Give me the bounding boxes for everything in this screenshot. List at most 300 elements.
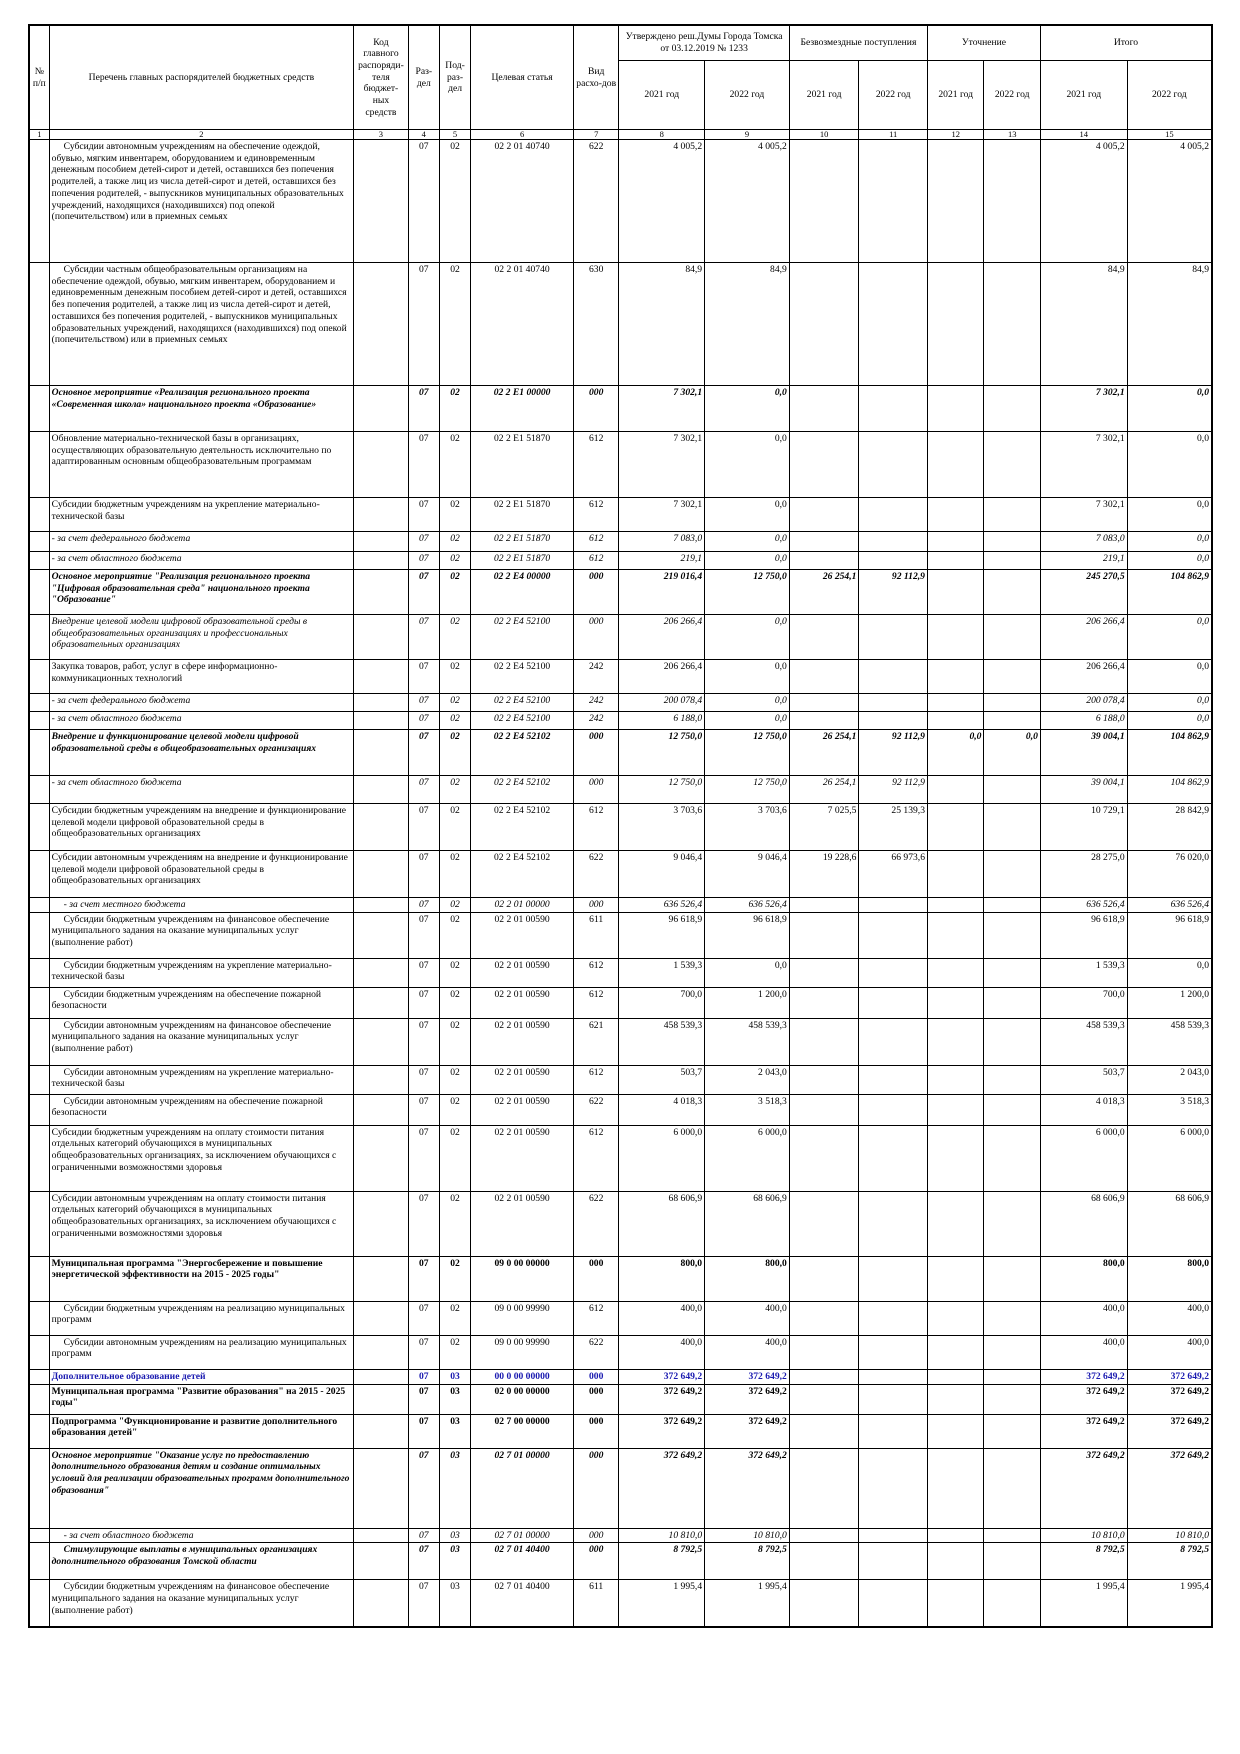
cell-razdel: 07 [408,851,439,898]
cell-approved-2021: 6 000,0 [619,1125,705,1191]
cell-approved-2022: 636 526,4 [705,898,790,913]
cell-free-2022 [859,1528,928,1543]
cell-empty [29,804,49,851]
cell-razdel: 07 [408,140,439,263]
cell-target-article: 02 2 E4 52102 [471,804,574,851]
cell-total-2021: 400,0 [1040,1301,1127,1335]
cell-free-2022 [859,1256,928,1301]
cell-total-2022: 104 862,9 [1127,776,1212,804]
column-number: 7 [574,130,619,140]
column-number: 13 [984,130,1040,140]
cell-empty [29,987,49,1018]
header-approved: Утверждено реш.Думы Города Томска от 03.12.2019 № 1233 [619,25,789,61]
cell-approved-2021: 1 539,3 [619,958,705,987]
cell-approved-2021: 372 649,2 [619,1369,705,1384]
cell-podrazdel: 02 [439,912,470,958]
cell-empty [354,1256,408,1301]
cell-total-2022: 104 862,9 [1127,570,1212,615]
cell-target-article: 02 2 01 00590 [471,912,574,958]
cell-expense-type: 612 [574,432,619,498]
cell-free-2021 [789,712,859,730]
cell-total-2021: 206 266,4 [1040,615,1127,660]
cell-approved-2022: 1 995,4 [705,1580,790,1627]
header-name: Перечень главных распорядителей бюджетных средств [49,25,354,130]
cell-expense-type: 000 [574,1256,619,1301]
cell-total-2022: 6 000,0 [1127,1125,1212,1191]
cell-clarif-2022 [984,851,1040,898]
cell-empty [29,730,49,776]
cell-clarif-2021 [927,851,983,898]
cell-clarif-2021 [927,1191,983,1256]
cell-approved-2021: 372 649,2 [619,1414,705,1448]
cell-total-2021: 1 995,4 [1040,1580,1127,1627]
table-row [29,1301,1212,1335]
cell-clarif-2021 [927,1256,983,1301]
cell-clarif-2022 [984,532,1040,552]
cell-empty [29,1301,49,1335]
cell-target-article: 02 2 E4 52100 [471,615,574,660]
table-row [29,898,1212,913]
cell-total-2021: 96 618,9 [1040,912,1127,958]
cell-name: Субсидии автономным учреждениям на укрепление материально-технической базы [49,1065,354,1094]
table-row [29,1065,1212,1094]
cell-total-2022: 372 649,2 [1127,1384,1212,1414]
cell-razdel: 07 [408,987,439,1018]
cell-target-article: 02 2 01 40740 [471,140,574,263]
cell-razdel: 07 [408,1094,439,1125]
cell-total-2022: 0,0 [1127,532,1212,552]
header-clarification: Уточнение [927,25,1040,61]
cell-expense-type: 622 [574,1191,619,1256]
cell-free-2022 [859,1414,928,1448]
cell-total-2022: 458 539,3 [1127,1018,1212,1065]
cell-clarif-2022 [984,1414,1040,1448]
column-number: 4 [408,130,439,140]
cell-clarif-2021 [927,1301,983,1335]
cell-podrazdel: 02 [439,712,470,730]
cell-free-2022 [859,1018,928,1065]
cell-free-2022 [859,958,928,987]
cell-free-2021 [789,1191,859,1256]
cell-target-article: 02 2 01 40740 [471,263,574,386]
cell-empty [354,1528,408,1543]
cell-clarif-2022 [984,912,1040,958]
cell-clarif-2021 [927,1384,983,1414]
cell-target-article: 02 2 E4 52102 [471,776,574,804]
cell-total-2021: 372 649,2 [1040,1369,1127,1384]
table-row [29,552,1212,570]
cell-total-2021: 372 649,2 [1040,1448,1127,1528]
cell-target-article: 02 2 E4 52100 [471,712,574,730]
cell-razdel: 07 [408,1256,439,1301]
cell-razdel: 07 [408,660,439,694]
cell-approved-2022: 800,0 [705,1256,790,1301]
cell-approved-2021: 84,9 [619,263,705,386]
cell-empty [29,1384,49,1414]
cell-razdel: 07 [408,570,439,615]
table-row [29,263,1212,386]
table-row [29,1369,1212,1384]
cell-free-2021: 26 254,1 [789,730,859,776]
cell-free-2022 [859,1335,928,1369]
cell-free-2022 [859,1094,928,1125]
cell-total-2021: 372 649,2 [1040,1384,1127,1414]
cell-name: Внедрение и функционирование целевой модели цифровой образовательной среды в общеобразовательных организациях [49,730,354,776]
cell-empty [354,776,408,804]
cell-expense-type: 622 [574,851,619,898]
cell-total-2022: 4 005,2 [1127,140,1212,263]
table-row [29,1543,1212,1580]
cell-expense-type: 000 [574,386,619,432]
cell-clarif-2022 [984,1125,1040,1191]
cell-free-2021: 19 228,6 [789,851,859,898]
cell-empty [354,1335,408,1369]
cell-total-2021: 28 275,0 [1040,851,1127,898]
cell-expense-type: 611 [574,912,619,958]
cell-podrazdel: 02 [439,1018,470,1065]
cell-clarif-2022 [984,898,1040,913]
cell-empty [29,432,49,498]
cell-empty [29,1018,49,1065]
cell-clarif-2021 [927,570,983,615]
cell-free-2021 [789,1528,859,1543]
cell-total-2021: 636 526,4 [1040,898,1127,913]
cell-name: Основное мероприятие "Оказание услуг по предоставлению дополнительного образования детям и создание оптимальных условий для реализации образовательных программ дополнительного образования" [49,1448,354,1528]
cell-name: Закупка товаров, работ, услуг в сфере информационно-коммуникационных технологий [49,660,354,694]
cell-podrazdel: 02 [439,432,470,498]
cell-empty [29,1065,49,1094]
cell-clarif-2022 [984,1528,1040,1543]
cell-clarif-2022 [984,958,1040,987]
cell-free-2021 [789,140,859,263]
cell-free-2022 [859,432,928,498]
header-expense-type: Вид расхо-дов [574,25,619,130]
cell-name: Субсидии бюджетным учреждениям на внедрение и функционирование целевой модели цифровой образовательной среды в общеобразовательных организациях [49,804,354,851]
cell-expense-type: 242 [574,660,619,694]
budget-table [28,24,1213,1628]
cell-podrazdel: 02 [439,730,470,776]
table-row [29,851,1212,898]
cell-razdel: 07 [408,1448,439,1528]
cell-empty [354,694,408,712]
cell-podrazdel: 02 [439,386,470,432]
cell-total-2022: 0,0 [1127,660,1212,694]
cell-expense-type: 000 [574,615,619,660]
cell-clarif-2022 [984,432,1040,498]
cell-free-2021 [789,898,859,913]
cell-approved-2022: 0,0 [705,552,790,570]
cell-free-2021 [789,912,859,958]
column-number: 1 [29,130,49,140]
cell-total-2021: 503,7 [1040,1065,1127,1094]
cell-podrazdel: 02 [439,804,470,851]
cell-clarif-2021 [927,386,983,432]
cell-approved-2021: 400,0 [619,1335,705,1369]
cell-empty [29,570,49,615]
cell-approved-2021: 219,1 [619,552,705,570]
cell-free-2022 [859,1301,928,1335]
cell-approved-2022: 0,0 [705,958,790,987]
cell-razdel: 07 [408,432,439,498]
cell-free-2021 [789,1125,859,1191]
header-year: 2021 год [789,61,859,130]
cell-free-2022 [859,898,928,913]
cell-empty [29,1580,49,1627]
table-row [29,140,1212,263]
cell-approved-2022: 372 649,2 [705,1414,790,1448]
table-row [29,987,1212,1018]
table-row [29,804,1212,851]
cell-empty [354,1301,408,1335]
cell-name: Основное мероприятие "Реализация регионального проекта "Цифровая образовательная среда" национального проекта "Образование" [49,570,354,615]
cell-total-2021: 10 810,0 [1040,1528,1127,1543]
cell-clarif-2022 [984,712,1040,730]
cell-free-2021 [789,615,859,660]
cell-target-article: 02 2 01 00590 [471,1018,574,1065]
cell-name: - за счет областного бюджета [49,712,354,730]
cell-podrazdel: 02 [439,1256,470,1301]
cell-total-2021: 245 270,5 [1040,570,1127,615]
cell-total-2022: 400,0 [1127,1301,1212,1335]
cell-razdel: 07 [408,898,439,913]
cell-clarif-2022 [984,263,1040,386]
cell-target-article: 02 2 01 00590 [471,1125,574,1191]
cell-empty [29,615,49,660]
cell-name: Субсидии бюджетным учреждениям на оплату стоимости питания отдельных категорий обучающихся в муниципальных общеобразовательных организациях, за исключением обучающихся с ограниченными возможностями здоровья [49,1125,354,1191]
cell-name: - за счет областного бюджета [49,1528,354,1543]
cell-empty [29,776,49,804]
header-year: 2022 год [859,61,928,130]
cell-approved-2022: 68 606,9 [705,1191,790,1256]
cell-empty [354,570,408,615]
cell-free-2021 [789,498,859,532]
cell-expense-type: 000 [574,776,619,804]
cell-name: Субсидии бюджетным учреждениям на финансовое обеспечение муниципального задания на оказание муниципальных услуг (выполнение работ) [49,1580,354,1627]
cell-approved-2021: 3 703,6 [619,804,705,851]
cell-free-2022 [859,694,928,712]
table-row [29,1191,1212,1256]
cell-name: Субсидии бюджетным учреждениям на реализацию муниципальных программ [49,1301,354,1335]
column-number: 10 [789,130,859,140]
cell-podrazdel: 02 [439,694,470,712]
table-row [29,532,1212,552]
column-number: 8 [619,130,705,140]
table-row [29,912,1212,958]
cell-approved-2022: 400,0 [705,1335,790,1369]
header-target-article: Целевая статья [471,25,574,130]
cell-target-article: 02 2 E1 51870 [471,532,574,552]
cell-razdel: 07 [408,1528,439,1543]
cell-target-article: 02 2 01 00590 [471,987,574,1018]
cell-free-2022: 25 139,3 [859,804,928,851]
cell-free-2022 [859,1543,928,1580]
cell-empty [354,912,408,958]
cell-approved-2022: 12 750,0 [705,776,790,804]
cell-total-2022: 2 043,0 [1127,1065,1212,1094]
cell-total-2021: 6 000,0 [1040,1125,1127,1191]
table-row [29,1125,1212,1191]
cell-empty [29,552,49,570]
cell-approved-2022: 0,0 [705,386,790,432]
table-row [29,1580,1212,1627]
cell-total-2021: 372 649,2 [1040,1414,1127,1448]
cell-clarif-2021 [927,987,983,1018]
cell-empty [354,1580,408,1627]
cell-free-2022 [859,1369,928,1384]
cell-total-2022: 372 649,2 [1127,1448,1212,1528]
cell-clarif-2021 [927,1448,983,1528]
cell-approved-2021: 10 810,0 [619,1528,705,1543]
header-year: 2021 год [927,61,983,130]
cell-empty [29,1543,49,1580]
cell-empty [354,851,408,898]
cell-approved-2022: 0,0 [705,432,790,498]
cell-free-2021 [789,987,859,1018]
cell-approved-2021: 7 302,1 [619,386,705,432]
cell-target-article: 02 2 E1 00000 [471,386,574,432]
cell-empty [29,660,49,694]
cell-razdel: 07 [408,1301,439,1335]
cell-clarif-2021 [927,712,983,730]
cell-podrazdel: 02 [439,1335,470,1369]
cell-approved-2021: 200 078,4 [619,694,705,712]
header-total: Итого [1040,25,1212,61]
cell-expense-type: 630 [574,263,619,386]
cell-clarif-2021 [927,1094,983,1125]
cell-free-2021 [789,1065,859,1094]
cell-free-2021 [789,552,859,570]
cell-free-2022: 92 112,9 [859,730,928,776]
cell-total-2022: 0,0 [1127,958,1212,987]
cell-clarif-2021 [927,432,983,498]
cell-approved-2021: 206 266,4 [619,660,705,694]
cell-approved-2021: 503,7 [619,1065,705,1094]
cell-total-2021: 458 539,3 [1040,1018,1127,1065]
cell-expense-type: 612 [574,1125,619,1191]
cell-approved-2022: 10 810,0 [705,1528,790,1543]
table-row [29,1094,1212,1125]
cell-razdel: 07 [408,1125,439,1191]
cell-total-2022: 372 649,2 [1127,1414,1212,1448]
cell-total-2022: 0,0 [1127,694,1212,712]
cell-empty [29,1335,49,1369]
cell-free-2021: 26 254,1 [789,570,859,615]
cell-total-2022: 68 606,9 [1127,1191,1212,1256]
cell-target-article: 02 7 01 40400 [471,1580,574,1627]
cell-name: Субсидии автономным учреждениям на финансовое обеспечение муниципального задания на оказание муниципальных услуг (выполнение работ) [49,1018,354,1065]
cell-total-2022: 0,0 [1127,432,1212,498]
cell-empty [354,1125,408,1191]
cell-empty [354,1384,408,1414]
cell-empty [354,712,408,730]
cell-empty [29,851,49,898]
cell-approved-2022: 84,9 [705,263,790,386]
cell-free-2022 [859,1125,928,1191]
cell-free-2022: 92 112,9 [859,570,928,615]
cell-razdel: 07 [408,804,439,851]
cell-approved-2021: 372 649,2 [619,1384,705,1414]
cell-approved-2022: 1 200,0 [705,987,790,1018]
cell-razdel: 07 [408,958,439,987]
cell-free-2021: 7 025,5 [789,804,859,851]
cell-razdel: 07 [408,263,439,386]
cell-name: Стимулирующие выплаты в муниципальных организациях дополнительного образования Томской области [49,1543,354,1580]
cell-target-article: 02 2 E1 51870 [471,432,574,498]
cell-razdel: 07 [408,615,439,660]
cell-clarif-2022 [984,660,1040,694]
table-row [29,1414,1212,1448]
cell-clarif-2022 [984,498,1040,532]
cell-name: - за счет областного бюджета [49,552,354,570]
cell-name: - за счет областного бюджета [49,776,354,804]
cell-razdel: 07 [408,912,439,958]
cell-target-article: 02 7 01 00000 [471,1528,574,1543]
cell-name: Субсидии бюджетным учреждениям на укрепление материально-технической базы [49,498,354,532]
cell-name: - за счет федерального бюджета [49,532,354,552]
cell-target-article: 02 2 01 00590 [471,958,574,987]
cell-approved-2022: 3 518,3 [705,1094,790,1125]
cell-total-2022: 76 020,0 [1127,851,1212,898]
cell-total-2021: 219,1 [1040,552,1127,570]
cell-free-2021 [789,432,859,498]
table-row [29,615,1212,660]
cell-razdel: 07 [408,1580,439,1627]
cell-podrazdel: 02 [439,263,470,386]
cell-total-2021: 800,0 [1040,1256,1127,1301]
header-free-receipts: Безвозмездные поступления [789,25,927,61]
cell-approved-2021: 372 649,2 [619,1448,705,1528]
cell-free-2021 [789,1580,859,1627]
cell-approved-2022: 458 539,3 [705,1018,790,1065]
cell-total-2022: 0,0 [1127,498,1212,532]
cell-free-2022 [859,987,928,1018]
cell-free-2022 [859,912,928,958]
cell-approved-2022: 372 649,2 [705,1448,790,1528]
cell-razdel: 07 [408,532,439,552]
cell-free-2021 [789,1256,859,1301]
cell-clarif-2021 [927,1414,983,1448]
cell-target-article: 02 2 E4 52100 [471,660,574,694]
cell-free-2021 [789,386,859,432]
cell-empty [354,1369,408,1384]
cell-approved-2021: 96 618,9 [619,912,705,958]
cell-empty [29,386,49,432]
cell-clarif-2022 [984,1094,1040,1125]
cell-target-article: 02 2 01 00590 [471,1191,574,1256]
cell-name: Основное мероприятие «Реализация регионального проекта «Современная школа» национального проекта «Образование» [49,386,354,432]
cell-free-2021 [789,958,859,987]
cell-approved-2021: 7 302,1 [619,498,705,532]
cell-razdel: 07 [408,498,439,532]
cell-clarif-2022 [984,1256,1040,1301]
cell-free-2021 [789,1094,859,1125]
cell-approved-2021: 6 188,0 [619,712,705,730]
cell-clarif-2021 [927,1125,983,1191]
cell-target-article: 02 2 E4 52102 [471,851,574,898]
cell-name: Субсидии автономным учреждениям на внедрение и функционирование целевой модели цифровой образовательной среды в общеобразовательных организациях [49,851,354,898]
cell-razdel: 07 [408,552,439,570]
cell-clarif-2021 [927,1018,983,1065]
cell-expense-type: 612 [574,1301,619,1335]
cell-name: Субсидии автономным учреждениям на обеспечение пожарной безопасности [49,1094,354,1125]
cell-total-2022: 1 200,0 [1127,987,1212,1018]
cell-target-article: 02 7 01 40400 [471,1543,574,1580]
cell-razdel: 07 [408,386,439,432]
cell-razdel: 07 [408,694,439,712]
cell-free-2022 [859,1065,928,1094]
cell-empty [29,898,49,913]
cell-expense-type: 622 [574,1335,619,1369]
